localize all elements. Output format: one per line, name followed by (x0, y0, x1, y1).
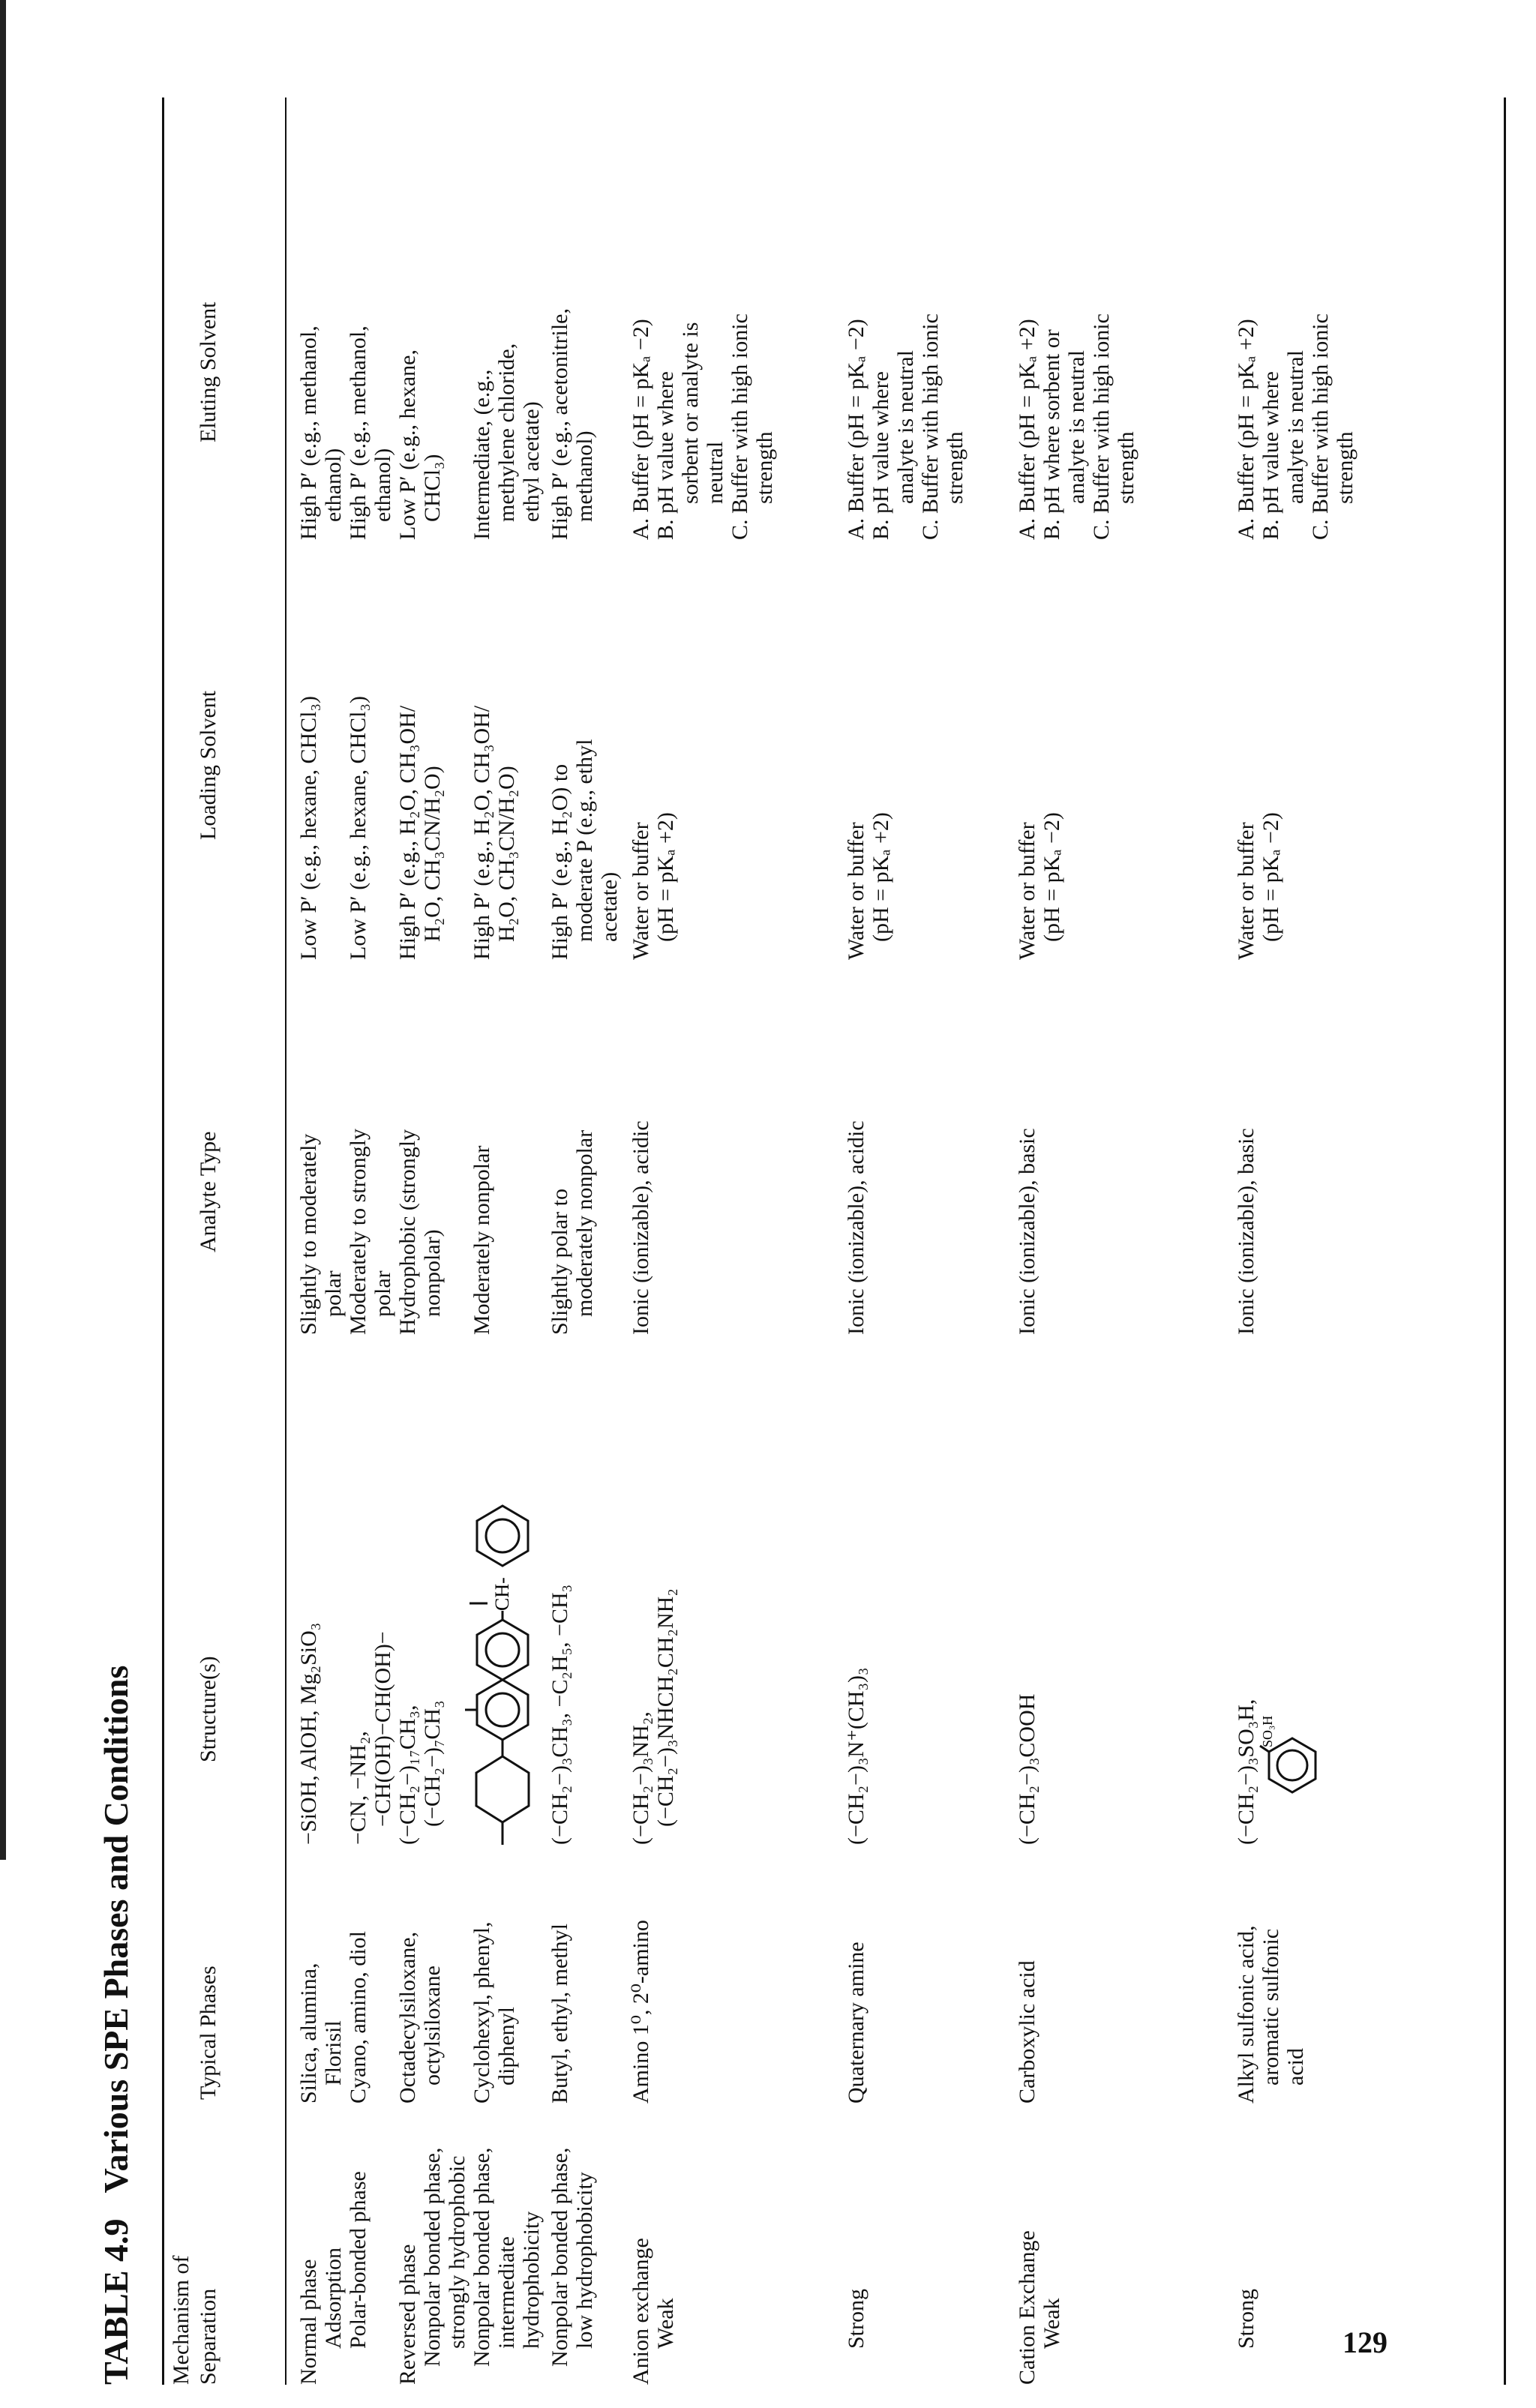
row-8-mechanism: Strong (1234, 2288, 1258, 2349)
row-8-structures: (−CH₂−)₃SO₃H, SO₃H (1234, 1699, 1318, 1845)
row-8-loading: Water or buffer (pH = pKₐ −2) (1234, 812, 1283, 960)
table-number: TABLE 4.9 (97, 2218, 135, 2385)
page-number: 129 (1342, 2326, 1388, 2359)
row-1-loading: Low P′ (e.g., hexane, CHCl₃) (346, 696, 370, 960)
row-6-eluting: A. Buffer (pH = pKₐ −2) B. pH value where analyte is neutral C. Buffer with high ionic strength (844, 313, 968, 540)
row-8-eluting: A. Buffer (pH = pKₐ +2) B. pH value where analyte is neutral C. Buffer with high ionic strength (1234, 313, 1358, 540)
row-0-structures: −SiOH, AlOH, Mg₂SiO₃ (296, 1622, 321, 1845)
row-2-mechanism: Reversed phase Nonpolar bonded phase, strongly hydrophobic (395, 2147, 470, 2385)
row-2-analyte: Hydrophobic (strongly nonpolar) (395, 1129, 445, 1335)
row-1-analyte: Moderately to strongly polar (346, 1129, 395, 1335)
row-8-analyte: Ionic (ionizable), basic (1234, 1128, 1258, 1335)
header-analyte: Analyte Type (196, 1131, 220, 1252)
header-phases: Typical Phases (196, 1966, 220, 2100)
row-2-phases: Octadecylsiloxane, octylsiloxane (395, 1931, 445, 2104)
row-4-analyte: Slightly polar to moderately nonpolar (548, 1129, 597, 1335)
row-8-phases: Alkyl sulfonic acid, aromatic sulfonic acid (1234, 1925, 1308, 2104)
row-5-loading: Water or buffer (pH = pKₐ +2) (628, 812, 678, 960)
row-7-phases: Carboxylic acid (1015, 1960, 1040, 2104)
top-rule (162, 97, 164, 2385)
row-4-structures: (−CH₂−)₃CH₃, −C₂H₅, −CH₃ (548, 1584, 572, 1845)
row-4-phases: Butyl, ethyl, methyl (548, 1924, 572, 2104)
cyclohexyl-phenyl-structure-drawing (465, 1425, 536, 1845)
row-0-analyte: Slightly to moderately polar (296, 1133, 346, 1335)
row-5-phases: Amino 1⁰, 2⁰-amino (628, 1920, 653, 2104)
header-eluting: Eluting Solvent (196, 301, 220, 442)
scan-edge (0, 0, 6, 1860)
row-0-phases: Silica, alumina, Florisil (296, 1963, 346, 2104)
row-5-eluting: A. Buffer (pH = pKₐ −2) B. pH value where sorbent or analyte is neutral C. Buffer with high ionic strength (628, 313, 777, 540)
row-4-loading: High P′ (e.g., H₂O) to moderate P (e.g., ethyl acetate) (548, 739, 622, 960)
row-7-structures: (−CH₂−)₃COOH (1015, 1693, 1040, 1845)
row-6-loading: Water or buffer (pH = pKₐ +2) (844, 812, 893, 960)
header-loading: Loading Solvent (196, 690, 220, 840)
row-6-phases: Quaternary amine (844, 1942, 868, 2104)
row-6-analyte: Ionic (ionizable), acidic (844, 1120, 868, 1335)
row-6-mechanism: Strong (844, 2288, 868, 2349)
header-mechanism (168, 2256, 222, 2385)
row-2-eluting: Low P′ (e.g., hexane, CHCl₃) (395, 349, 445, 540)
header-mechanism-line1: Mechanism of (169, 2255, 194, 2385)
row-3-eluting: Intermediate, (e.g., methylene chloride, ethyl acetate) (470, 343, 544, 540)
row-1-mechanism: Polar-bonded phase (346, 2171, 370, 2349)
header-rule (285, 97, 286, 2385)
header-structures: Structure(s) (196, 1656, 220, 1762)
row-3-analyte: Moderately nonpolar (470, 1145, 494, 1335)
row-3-phases: Cyclohexyl, phenyl, diphenyl (470, 1921, 519, 2104)
rotated-table (90, 97, 1515, 2385)
row-3-mechanism: Nonpolar bonded phase, intermediate hydrophobicity (470, 2147, 544, 2367)
header-mechanism-line2: Separation (196, 2288, 220, 2385)
row-0-mechanism: Normal phase Adsorption (296, 2248, 346, 2385)
row-7-loading: Water or buffer (pH = pKₐ −2) (1015, 812, 1064, 960)
row-2-loading: High P′ (e.g., H₂O, CH₃OH/ H₂O, CH₃CN/H₂O) (395, 705, 445, 960)
row-1-eluting: High P′ (e.g., methanol, ethanol) (346, 325, 395, 540)
ch-label: CH- (491, 1577, 513, 1611)
benzenesulfonic-acid-drawing (1258, 1710, 1318, 1800)
row-5-mechanism: Anion exchange Weak (628, 2238, 678, 2385)
row-1-phases: Cyano, amino, diol (346, 1931, 370, 2104)
row-2-structures: (−CH₂−)₁₇CH₃, (−CH₂−)₇CH₃ (395, 1700, 445, 1845)
row-3-structures (465, 1425, 536, 1845)
bottom-rule (1504, 97, 1506, 2385)
row-3-loading: High P′ (e.g., H₂O, CH₃OH/ H₂O, CH₃CN/H₂O) (470, 705, 519, 960)
row-1-structures: −CN, −NH₂, −CH(OH)−CH(OH)− (346, 1631, 395, 1845)
table-title-text: Various SPE Phases and Conditions (97, 1665, 135, 2194)
row-0-eluting: High P′ (e.g., methanol, ethanol) (296, 325, 346, 540)
row-5-analyte: Ionic (ionizable), acidic (628, 1120, 653, 1335)
row-7-eluting: A. Buffer (pH = pKₐ +2) B. pH where sorbent or analyte is neutral C. Buffer with high ionic strength (1015, 313, 1138, 540)
row-0-loading: Low P′ (e.g., hexane, CHCl₃) (296, 696, 321, 960)
so3h-label: SO₃H (1260, 1715, 1275, 1747)
row-7-mechanism: Cation Exchange Weak (1015, 2230, 1064, 2385)
row-6-structures: (−CH₂−)₃N⁺(CH₃)₃ (844, 1667, 868, 1845)
row-5-structures: (−CH₂−)₃NH₂, (−CH₂−)₃NHCH₂CH₂NH₂ (628, 1588, 678, 1845)
table-title (90, 1666, 142, 2385)
row-4-eluting: High P′ (e.g., acetonitrile, methanol) (548, 308, 597, 540)
row-4-mechanism: Nonpolar bonded phase, low hydrophobicity (548, 2147, 597, 2367)
row-7-analyte: Ionic (ionizable), basic (1015, 1128, 1040, 1335)
